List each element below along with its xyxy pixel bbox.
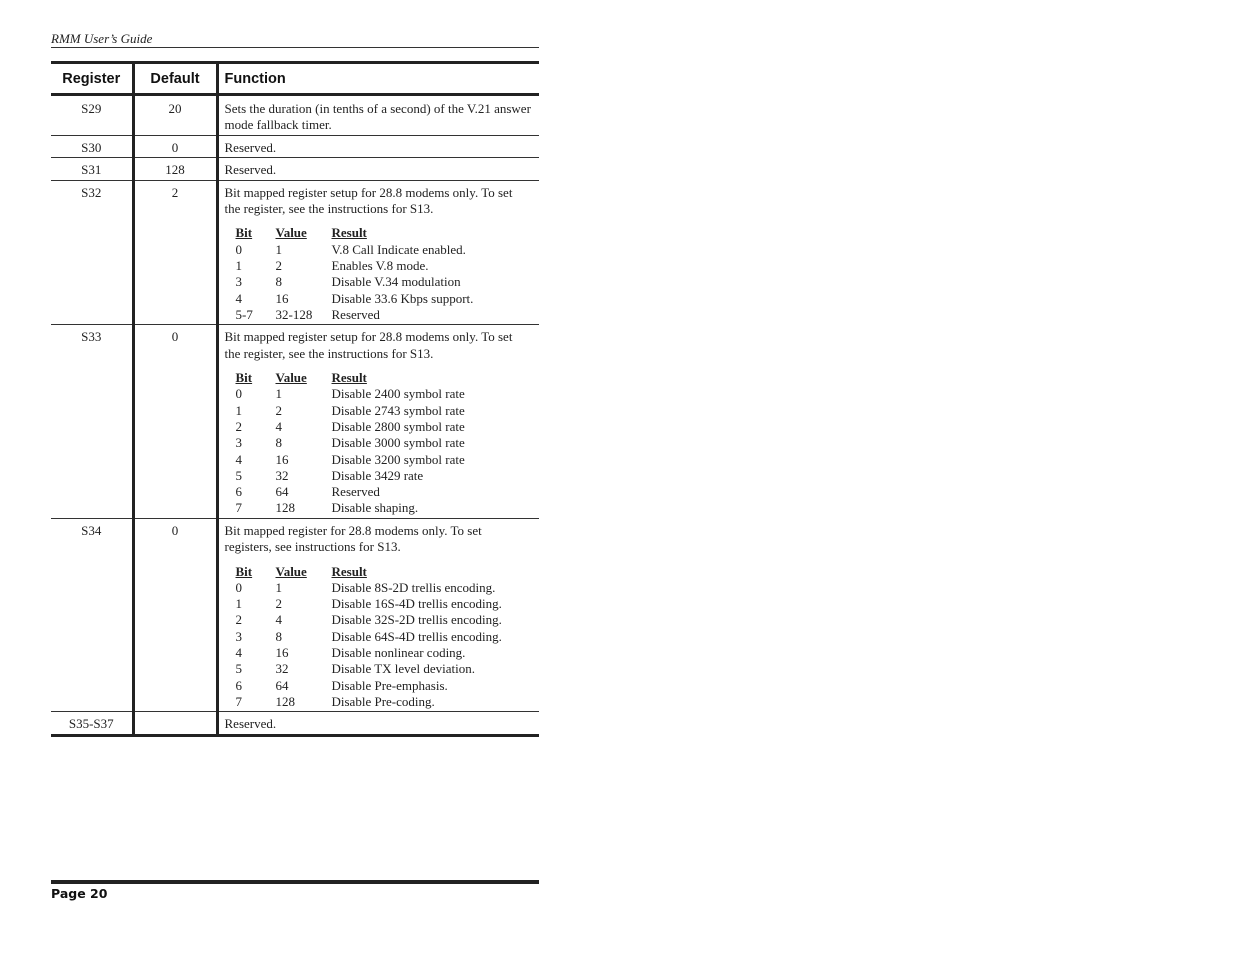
bit-map-result: Disable 33.6 Kbps support. [331,290,474,306]
bit-map-row [236,258,474,274]
bit-map-header-value: Value [275,370,307,386]
bit-map-value: 8 [275,435,282,451]
table-row [51,135,539,157]
table-header-row [51,63,539,95]
bit-map-value: 4 [275,418,282,434]
function-cell [217,518,539,711]
bit-map-row [236,580,502,596]
bit-map-table [236,220,474,323]
bit-map-header-result: Result [331,563,367,579]
page-number: Page 20 [51,886,108,901]
table-row [51,95,539,136]
bit-map-bit: 7 [235,693,242,709]
bit-map-table [236,365,465,517]
default-cell: 0 [133,325,217,518]
bit-map-result: Disable 16S-4D trellis encoding. [331,596,502,612]
table-row [51,158,539,180]
bit-map-bit: 4 [235,645,242,660]
function-description: Reserved. [224,716,277,732]
bit-map-header-result: Result [331,370,367,386]
column-header-default: Default [133,63,217,95]
register-table [51,61,539,737]
default-cell [133,712,217,735]
bit-map-value: 64 [275,484,289,500]
bit-map-result: Reserved [331,306,380,322]
default-cell: 128 [133,158,217,180]
bit-map-row [236,500,465,516]
bit-map-value: 1 [275,579,282,595]
bit-map-row [236,629,502,645]
bit-map-bit: 5-7 [235,306,253,322]
default-cell: 2 [133,180,217,325]
bit-map-value: 2 [275,402,282,418]
bit-map-header-row [236,365,465,386]
bit-map-result: Disable Pre-coding. [331,693,435,709]
bit-map-bit: 4 [235,290,242,306]
bit-map-row [236,661,502,677]
column-header-register: Register [51,63,133,95]
bit-map-value: 1 [275,386,282,402]
register-cell: S29 [51,95,133,136]
bit-map-row [236,403,465,419]
table-row [51,180,539,325]
function-description: Bit mapped register setup for 28.8 modems only. To set the register, see the instructions for S13. [224,184,513,217]
bit-map-result: Disable V.34 modulation [331,274,461,290]
bit-map-result: Enables V.8 mode. [331,258,429,274]
bit-map-row [236,435,465,451]
bit-map-result: Disable 2400 symbol rate [331,386,465,402]
function-cell [217,325,539,518]
bit-map-bit: 3 [235,628,242,644]
bit-map-header-row [236,220,474,241]
bit-map-row [236,307,474,323]
bit-map-header-result: Result [331,225,367,241]
bit-map-row [236,291,474,307]
bit-map-value: 128 [275,500,295,516]
function-cell [217,712,539,735]
bit-map-value: 16 [275,645,289,660]
bit-map-bit: 0 [235,579,242,595]
bit-map-bit: 1 [235,596,242,612]
bit-map-value: 32 [275,467,289,483]
register-cell: S31 [51,158,133,180]
bit-map-value: 1 [275,241,282,257]
function-description: Reserved. [224,162,277,178]
bit-map-bit: 2 [235,418,242,434]
bit-map-row [236,694,502,710]
function-cell [217,95,539,136]
table-row [51,518,539,711]
register-cell: S30 [51,135,133,157]
bit-map-result: Disable TX level deviation. [331,661,475,677]
function-description: Sets the duration (in tenths of a second) of the V.21 answer mode fallback timer. [224,101,531,133]
bit-map-value: 16 [275,290,289,306]
function-description: Bit mapped register for 28.8 modems only. To set registers, see instructions for S13. [224,522,482,555]
bit-map-header-bit: Bit [235,225,253,241]
header-rule [51,47,539,48]
bit-map-bit: 5 [235,467,242,483]
bit-map-bit: 1 [235,258,242,274]
bit-map-result: Disable 8S-2D trellis encoding. [331,579,496,595]
bit-map-bit: 0 [235,241,242,257]
running-header-title: RMM User’s Guide [51,31,153,46]
footer-rule [51,880,539,884]
table-row [51,325,539,518]
bit-map-bit: 3 [235,435,242,451]
bit-map-result: Disable shaping. [331,500,419,516]
function-cell [217,135,539,157]
bit-map-value: 64 [275,677,289,693]
bit-map-value: 32 [275,661,289,677]
table-body [51,95,539,736]
bit-map-result: Disable 2800 symbol rate [331,418,465,434]
bit-map-bit: 7 [235,500,242,516]
register-cell: S33 [51,325,133,518]
bit-map-result: Disable 3200 symbol rate [331,451,465,467]
bit-map-value: 128 [275,693,295,709]
bit-map-header-value: Value [275,563,307,579]
function-cell [217,158,539,180]
bit-map-table [236,559,502,711]
bit-map-header-row [236,559,502,580]
bit-map-header-bit: Bit [235,370,253,386]
bit-map-result: Disable 2743 symbol rate [331,402,465,418]
bit-map-row [236,678,502,694]
bit-map-bit: 6 [235,484,242,500]
bit-map-row [236,242,474,258]
function-cell [217,180,539,325]
bit-map-result: Disable nonlinear coding. [331,645,466,660]
bit-map-result: Disable 64S-4D trellis encoding. [331,628,502,644]
register-cell: S32 [51,180,133,325]
default-cell: 20 [133,95,217,136]
bit-map-result: V.8 Call Indicate enabled. [331,241,466,257]
bit-map-row [236,274,474,290]
bit-map-bit: 4 [235,451,242,467]
bit-map-row [236,419,465,435]
function-description: Bit mapped register setup for 28.8 modems only. To set the register, see the instructions for S13. [224,329,513,361]
bit-map-row [236,468,465,484]
function-description: Reserved. [224,139,277,155]
bit-map-bit: 5 [235,661,242,677]
bit-map-row [236,484,465,500]
default-cell: 0 [133,518,217,711]
bit-map-value: 16 [275,451,289,467]
bit-map-row [236,645,502,661]
bit-map-value: 8 [275,274,282,290]
bit-map-result: Disable 3000 symbol rate [331,435,465,451]
table-row [51,712,539,735]
bit-map-value: 2 [275,596,282,612]
bit-map-result: Disable 3429 rate [331,467,424,483]
bit-map-bit: 2 [235,612,242,628]
bit-map-bit: 3 [235,274,242,290]
bit-map-row [236,596,502,612]
register-cell: S34 [51,518,133,711]
bit-map-value: 32-128 [275,306,313,322]
bit-map-bit: 6 [235,677,242,693]
bit-map-header-bit: Bit [235,563,253,579]
bit-map-result: Disable Pre-emphasis. [331,677,448,693]
bit-map-row [236,452,465,468]
bit-map-value: 8 [275,628,282,644]
bit-map-bit: 1 [235,402,242,418]
bit-map-result: Disable 32S-2D trellis encoding. [331,612,502,628]
column-header-function: Function [217,63,539,95]
bit-map-value: 2 [275,258,282,274]
register-cell: S35-S37 [51,712,133,735]
bit-map-result: Reserved [331,484,380,500]
bit-map-row [236,612,502,628]
bit-map-bit: 0 [235,386,242,402]
default-cell: 0 [133,135,217,157]
bit-map-header-value: Value [275,225,307,241]
bit-map-row [236,386,465,402]
bit-map-value: 4 [275,612,282,628]
